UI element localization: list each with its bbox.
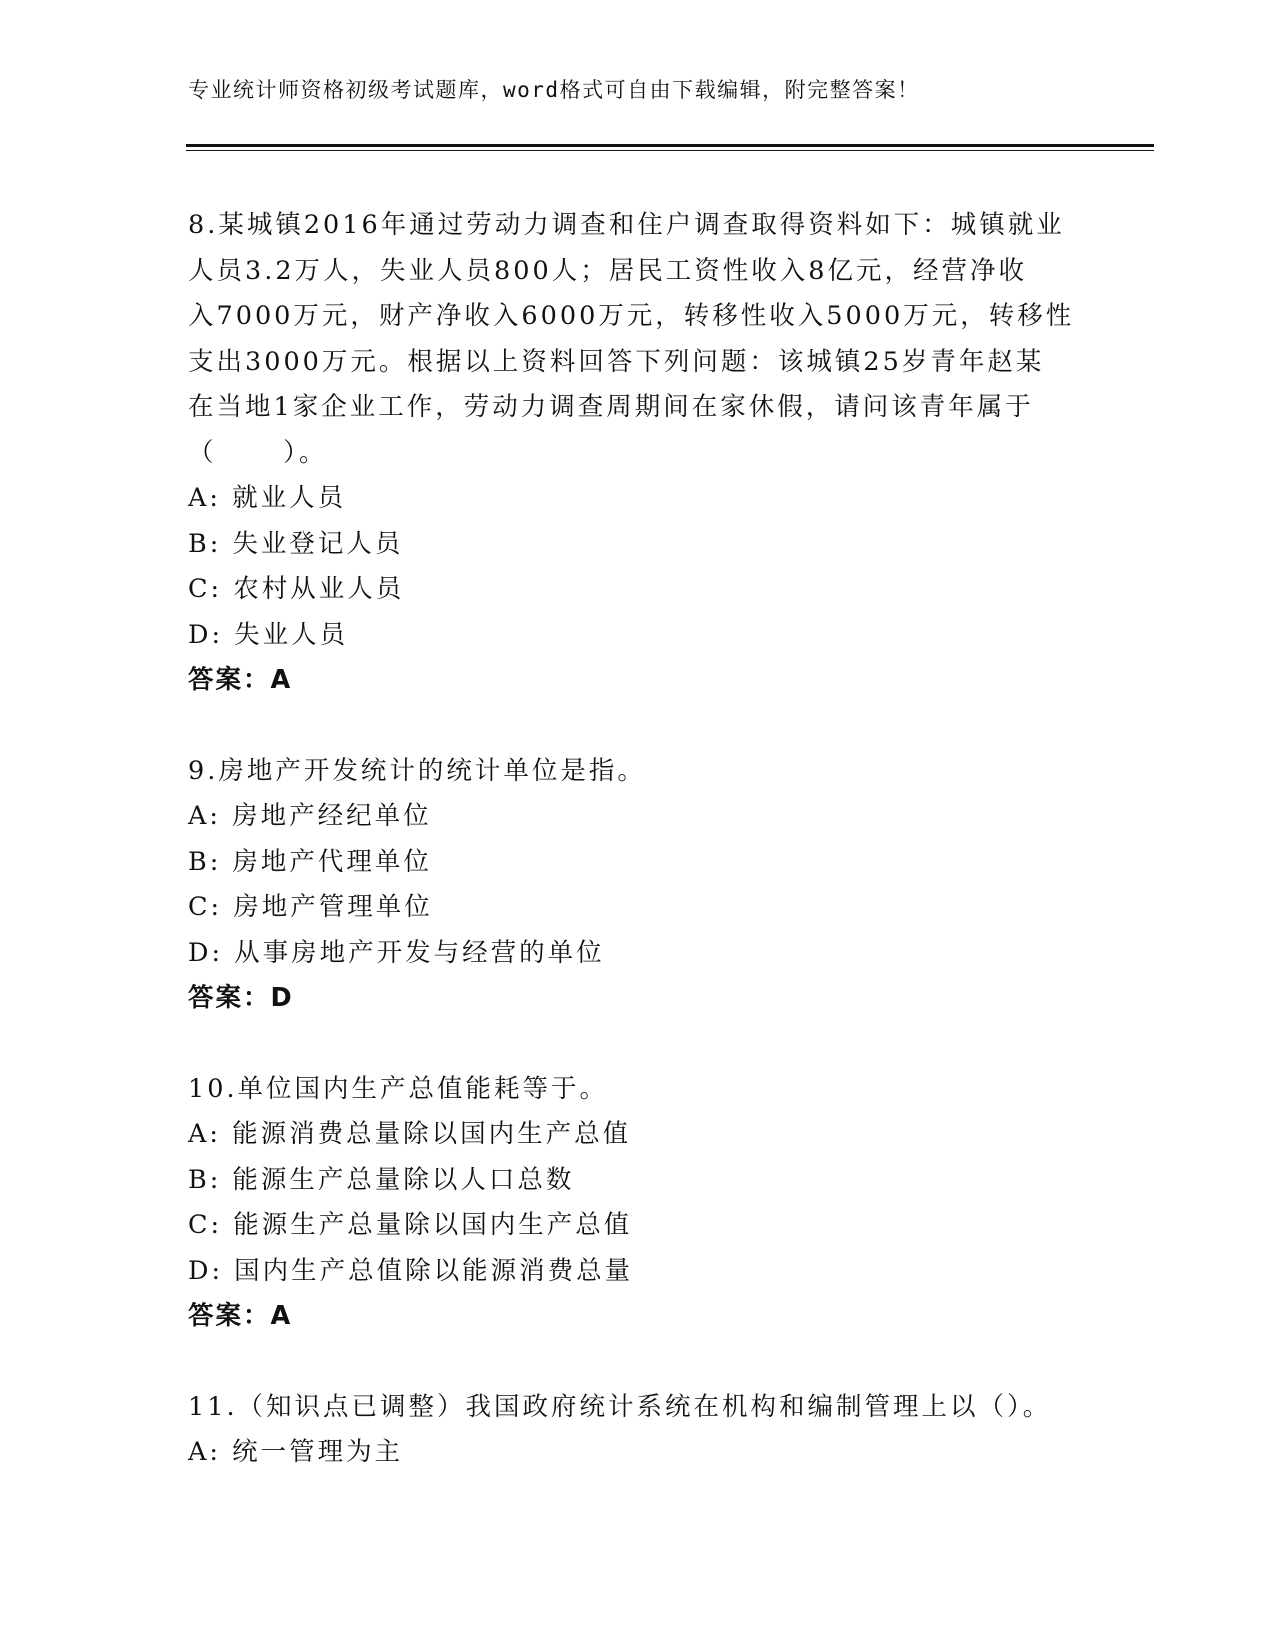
option-a: A: 就业人员: [188, 483, 347, 513]
answer-line: 答案：D: [188, 983, 294, 1013]
question-stem-line: 11.（知识点已调整）我国政府统计系统在机构和编制管理上以（）。: [188, 1391, 1052, 1422]
question-stem-line: 入7000万元，财产净收入6000万元，转移性收入5000万元，转移性: [188, 301, 1075, 331]
option-a: A: 能源消费总量除以国内生产总值: [188, 1119, 632, 1149]
question-10: [188, 1067, 1088, 1340]
option-a: A: 房地产经纪单位: [188, 801, 432, 831]
option-d: D: 国内生产总值除以能源消费总量: [188, 1255, 634, 1286]
option-c: C: 房地产管理单位: [188, 892, 433, 922]
question-stem-line: 在当地1家企业工作，劳动力调查周期间在家休假，请问该青年属于: [188, 392, 1034, 422]
question-8: [188, 203, 1088, 704]
option-a: A: 统一管理为主: [188, 1437, 404, 1467]
option-b: B: 房地产代理单位: [188, 846, 432, 877]
question-stem-line: 10.单位国内生产总值能耗等于。: [188, 1073, 609, 1104]
option-b: B: 失业登记人员: [188, 528, 404, 559]
option-d: D: 失业人员: [188, 619, 349, 650]
question-11: [188, 1385, 1088, 1476]
question-stem-line: 支出3000万元。根据以上资料回答下列问题：该城镇25岁青年赵某: [188, 346, 1045, 377]
page-header: 专业统计师资格初级考试题库，word格式可自由下载编辑，附完整答案！: [188, 78, 920, 102]
question-9: [188, 749, 1088, 1022]
question-stem-line: 8.某城镇2016年通过劳动力调查和住户调查取得资料如下：城镇就业: [188, 210, 1065, 240]
question-stem-line: （ ）。: [188, 437, 328, 468]
option-c: C: 能源生产总量除以国内生产总值: [188, 1210, 633, 1240]
question-stem-line: 9.房地产开发统计的统计单位是指。: [188, 755, 646, 786]
question-list: [188, 203, 1088, 1521]
option-d: D: 从事房地产开发与经营的单位: [188, 937, 605, 968]
answer-line: 答案：A: [188, 1301, 293, 1331]
header-rule-thin: [186, 150, 1154, 151]
question-stem-line: 人员3.2万人，失业人员800人；居民工资性收入8亿元，经营净收: [188, 255, 1027, 286]
header-rule-thick: [186, 144, 1154, 147]
option-c: C: 农村从业人员: [188, 574, 405, 604]
option-b: B: 能源生产总量除以人口总数: [188, 1164, 575, 1195]
answer-line: 答案：A: [188, 665, 293, 695]
